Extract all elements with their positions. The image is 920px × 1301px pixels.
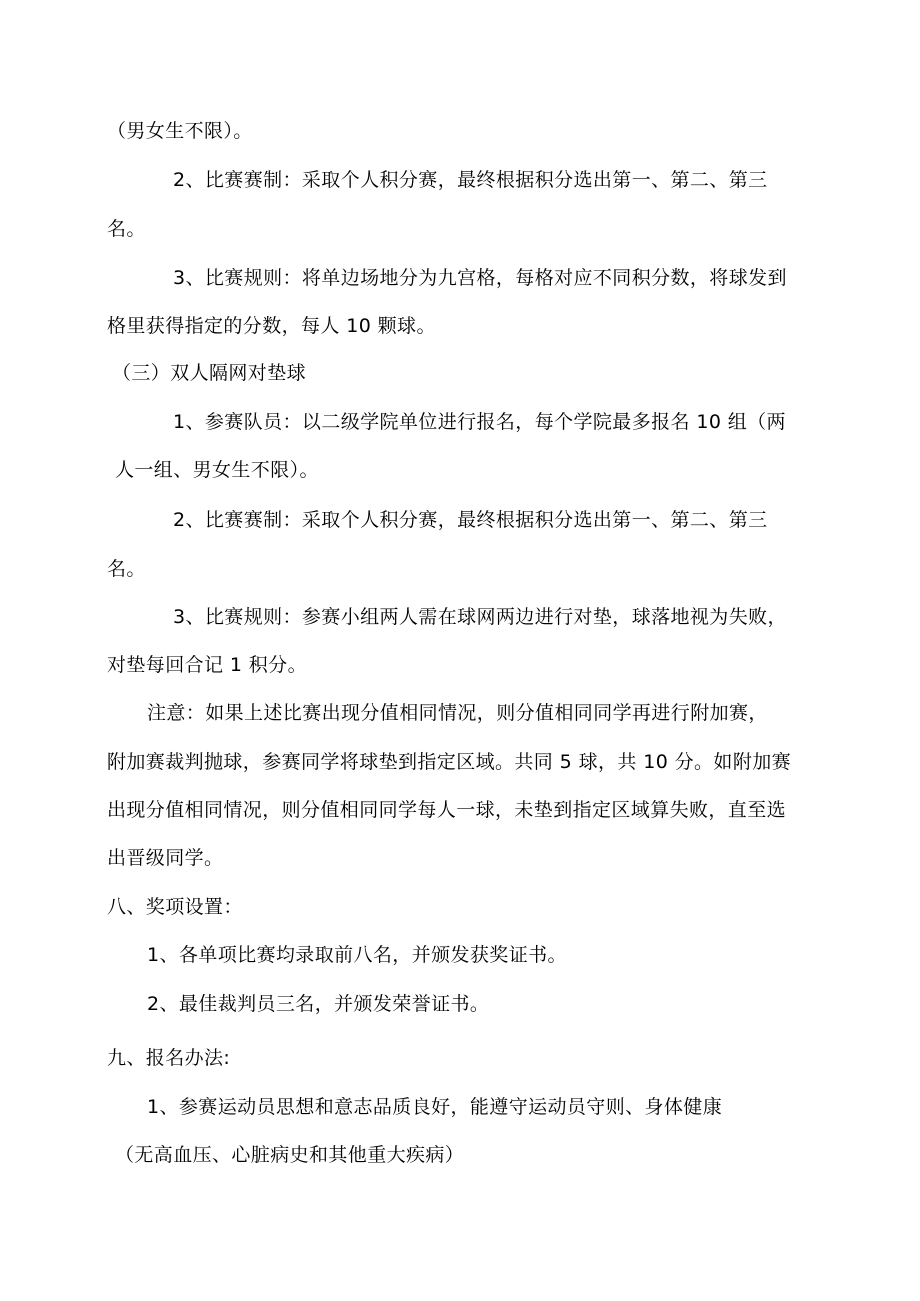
paragraph-line: 名。 xyxy=(107,558,146,580)
paragraph-line: 人一组、男女生不限）。 xyxy=(115,459,319,481)
paragraph-line: 出现分值相同情况，则分值相同同学每人一球，未垫到指定区域算失败，直至选 xyxy=(107,799,787,821)
paragraph-line: 3、比赛规则：将单边场地分为九宫格，每格对应不同积分数，将球发到 xyxy=(173,267,787,289)
paragraph-line: （无高血压、心脏病史和其他重大疾病） xyxy=(115,1144,465,1166)
paragraph-line: （男女生不限）。 xyxy=(107,120,253,142)
note-paragraph: 注意：如果上述比赛出现分值相同情况，则分值相同同学再进行附加赛， xyxy=(147,702,768,724)
paragraph-line: 名。 xyxy=(107,218,146,240)
list-item: 1、参赛运动员思想和意志品质良好，能遵守运动员守则、身体健康 xyxy=(147,1096,723,1118)
paragraph-line: 1、参赛队员：以二级学院单位进行报名，每个学院最多报名 10 组（两 xyxy=(173,411,786,433)
paragraph-line: 出晋级同学。 xyxy=(107,847,224,869)
paragraph-line: 2、比赛赛制：采取个人积分赛，最终根据积分选出第一、第二、第三 xyxy=(173,169,768,191)
paragraph-line: 格里获得指定的分数，每人 10 颗球。 xyxy=(107,315,436,337)
section-heading: 九、报名办法: xyxy=(107,1047,231,1069)
paragraph-line: 对垫每回合记 1 积分。 xyxy=(107,654,307,676)
section-heading: （三）双人隔网对垫球 xyxy=(112,362,307,384)
paragraph-line: 2、比赛赛制：采取个人积分赛，最终根据积分选出第一、第二、第三 xyxy=(173,509,768,531)
list-item: 1、各单项比赛均录取前八名，并颁发获奖证书。 xyxy=(147,944,567,966)
paragraph-line: 附加赛裁判抛球，参赛同学将球垫到指定区域。共同 5 球，共 10 分。如附加赛 xyxy=(107,751,792,773)
section-heading: 八、奖项设置： xyxy=(107,896,243,918)
list-item: 2、最佳裁判员三名，并颁发荣誉证书。 xyxy=(147,993,490,1015)
paragraph-line: 3、比赛规则：参赛小组两人需在球网两边进行对垫，球落地视为失败， xyxy=(173,606,787,628)
